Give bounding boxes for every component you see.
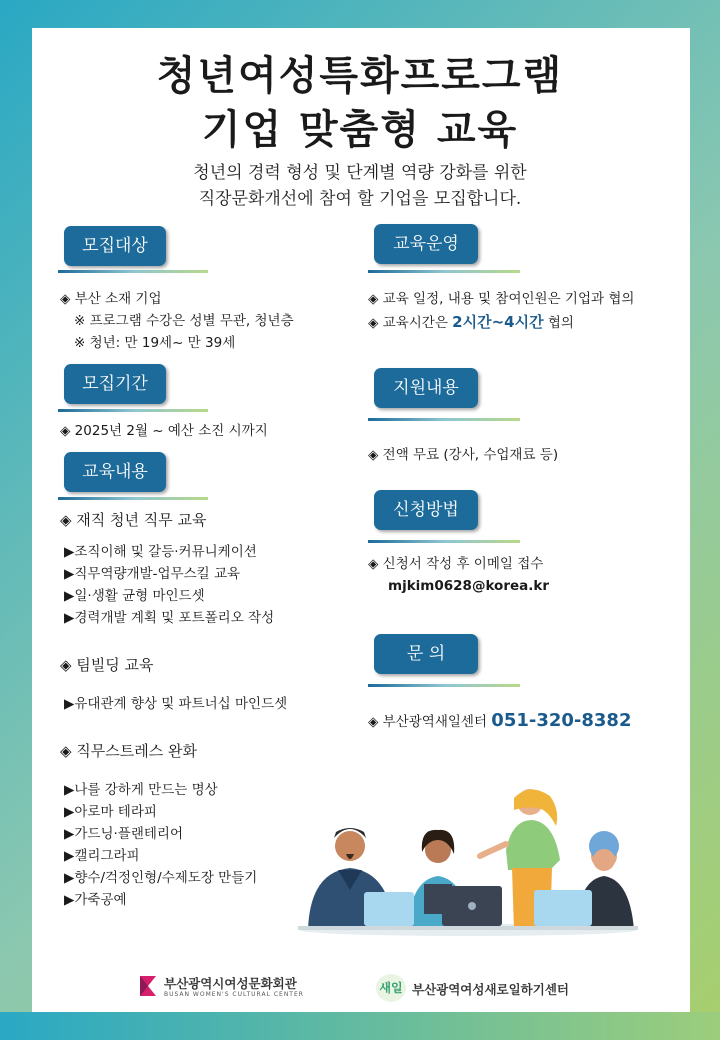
apply-email: mjkim0628@korea.kr [388, 578, 550, 594]
busan-logo-icon [138, 974, 158, 998]
support-item: ◈ 전액 무료 (강사, 수업재료 등) [368, 447, 559, 463]
operation-time-prefix: ◈ 교육시간은 [368, 315, 453, 331]
education-content-badge: 교육내용 [64, 452, 166, 492]
inquiry-rule [368, 684, 520, 687]
education-group-heading: ◈ 직무스트레스 완화 [60, 742, 197, 760]
apply-rule [368, 540, 520, 543]
inquiry-phone: 051-320-8382 [491, 710, 632, 731]
education-item: ▶캘리그라피 [64, 848, 140, 864]
education-operation-item [368, 312, 574, 333]
poster-subtitle-line2: 직장문화개선에 참여 할 기업을 모집합니다. [198, 189, 522, 209]
laptop-icon [364, 892, 414, 926]
recruit-target-note: ※ 프로그램 수강은 성별 무관, 청년층 [74, 313, 294, 329]
education-group-heading: ◈ 재직 청년 직무 교육 [60, 511, 207, 529]
poster-title-line2: 기업 맞춤형 교육 [201, 107, 519, 153]
education-item: ▶조직이해 및 갈등·커뮤니케이션 [64, 544, 257, 560]
busan-womens-center-logo [138, 972, 328, 1002]
recruit-target-note: ※ 청년: 만 19세~ 만 39세 [74, 335, 236, 351]
people-laptops-illustration [298, 780, 638, 940]
support-badge: 지원내용 [374, 368, 478, 408]
education-operation-item: ◈ 교육 일정, 내용 및 참여인원은 기업과 협의 [368, 291, 635, 307]
education-operation-rule [368, 270, 520, 273]
saeil-logo-icon: 새일 [376, 974, 406, 1002]
recruit-target-badge: 모집대상 [64, 226, 166, 266]
education-operation-badge: 교육운영 [374, 224, 478, 264]
recruit-target-item: ◈ 부산 소재 기업 [60, 291, 162, 307]
inquiry-badge: 문 의 [374, 634, 478, 674]
education-item: ▶일·생활 균형 마인드셋 [64, 588, 205, 604]
education-item: ▶유대관계 향상 및 파트너십 마인드셋 [64, 696, 288, 712]
education-item: ▶직무역량개발-업무스킬 교육 [64, 566, 241, 582]
poster-title-line1: 청년여성특화프로그램 [156, 53, 564, 99]
poster-subtitle-line1: 청년의 경력 형성 및 단계별 역량 강화를 위한 [193, 163, 527, 183]
education-item: ▶나를 강하게 만드는 명상 [64, 782, 218, 798]
inquiry-prefix: ◈ 부산광역새일센터 [368, 714, 492, 730]
recruit-period-rule [58, 409, 208, 412]
inquiry-item [368, 711, 631, 732]
logo-left-name: 부산광역시여성문화회관 [164, 976, 297, 991]
recruit-target-rule [58, 270, 208, 273]
laptop-icon [534, 890, 592, 926]
logo-left-english: BUSAN WOMEN'S CULTURAL CENTER [164, 991, 304, 998]
education-item: ▶가드닝·플랜테리어 [64, 826, 184, 842]
recruit-period-item: ◈ 2025년 2월 ~ 예산 소진 시까지 [60, 423, 268, 439]
apply-item: ◈ 신청서 작성 후 이메일 접수 [368, 556, 544, 572]
education-group-heading: ◈ 팀빌딩 교육 [60, 656, 154, 674]
education-content-rule [58, 497, 208, 500]
apply-badge: 신청방법 [374, 490, 478, 530]
education-item: ▶가죽공예 [64, 892, 127, 908]
operation-time-highlight: 2시간~4시간 [452, 313, 544, 331]
education-item: ▶향수/걱정인형/수제도장 만들기 [64, 870, 258, 886]
bottom-band [0, 1012, 720, 1040]
logo-right-name: 부산광역여성새로일하기센터 [412, 982, 569, 997]
recruit-period-badge: 모집기간 [64, 364, 166, 404]
education-item: ▶아로마 테라피 [64, 804, 157, 820]
operation-time-suffix: 협의 [543, 315, 574, 331]
saeil-center-logo [376, 974, 596, 1004]
education-item: ▶경력개발 계획 및 포트폴리오 작성 [64, 610, 275, 626]
support-rule [368, 418, 520, 421]
